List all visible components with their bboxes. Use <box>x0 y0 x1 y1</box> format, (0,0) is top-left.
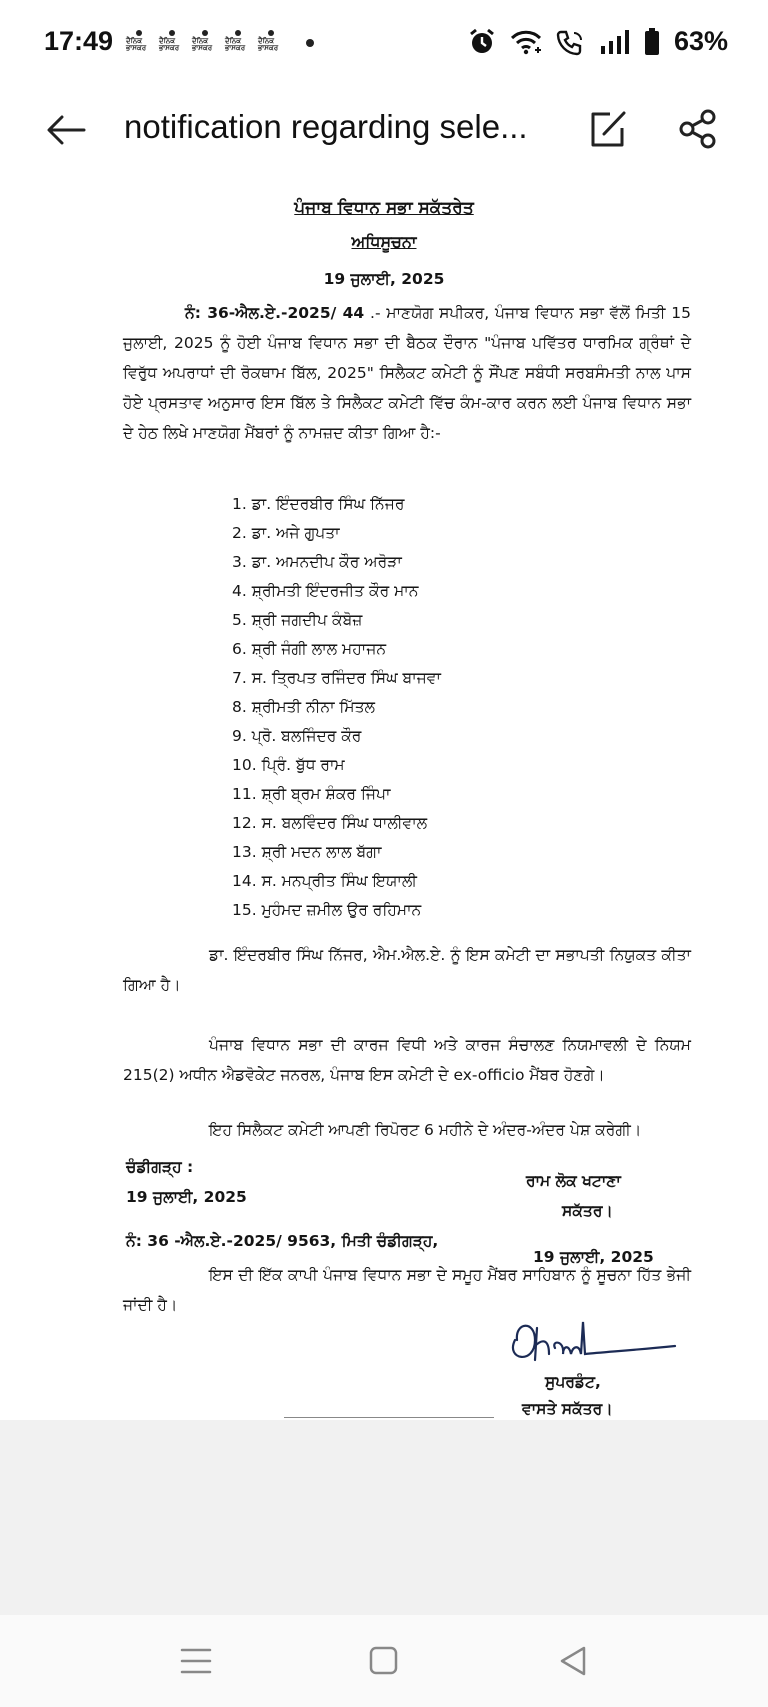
list-item: 8. ਸ਼੍ਰੀਮਤੀ ਨੀਨਾ ਮਿੱਤਲ <box>232 698 376 716</box>
list-item: 7. ਸ. ਤ੍ਰਿਪਤ ਰਜਿੰਦਰ ਸਿੰਘ ਬਾਜਵਾ <box>232 669 441 687</box>
list-item: 13. ਸ਼੍ਰੀ ਮਦਨ ਲਾਲ ਬੱਗਾ <box>232 843 382 861</box>
list-item: 9. ਪ੍ਰੋ. ਬਲਜਿੰਦਰ ਕੌਰ <box>232 727 362 745</box>
signal-icon <box>600 30 630 54</box>
empty-viewer-area <box>0 1420 768 1615</box>
intro-text: .- ਮਾਣਯੋਗ ਸਪੀਕਰ, ਪੰਜਾਬ ਵਿਧਾਨ ਸਭਾ ਵੱਲੋਂ ਮਿਤੀ 15 ਜੁਲਾਈ, 2025 ਨੂੰ ਹੋਈ ਪੰਜਾਬ ਵਿਧਾਨ ਸਭਾ ਦੀ ਬੈਠਕ ਦੌਰਾਨ "ਪੰਜਾਬ ਪਵਿੱਤਰ ਧਾਰਮਿਕ ਗ੍ਰੰਥਾਂ ਦੇ ਵਿਰੁੱਧ ਅਪਰਾਧਾਂ ਦੀ ਰੋਕਥਾਮ ਬਿੱਲ, 2025" ਸਿਲੈਕਟ ਕਮੇਟੀ ਨੂੰ ਸੌਂਪਣ ਸਬੰਧੀ ਸਰਬਸੰਮਤੀ ਨਾਲ ਪਾਸ ਹੋਏ ਪ੍ਰਸਤਾਵ ਅਨੁਸਾਰ ਇਸ ਬਿੱਲ ਤੇ ਸਿਲੈਕਟ ਕਮੇਟੀ ਵਿੱਚ ਕੰਮ-ਕਾਰ ਕਰਨ ਲਈ ਪੰਜਾਬ ਵਿਧਾਨ ਸਭਾ ਦੇ ਹੇਠ ਲਿਖੇ ਮਾਣਯੋਗ ਮੈਂਬਰਾਂ ਨੂੰ ਨਾਮਜ਼ਦ ਕੀਤਾ ਗਿਆ ਹੈ:- <box>123 304 691 442</box>
chair-paragraph: ਡਾ. ਇੰਦਰਬੀਰ ਸਿੰਘ ਨਿੱਜਰ, ਐਮ.ਐਲ.ਏ. ਨੂੰ ਇਸ ਕਮੇਟੀ ਦਾ ਸਭਾਪਤੀ ਨਿਯੁਕਤ ਕੀਤਾ ਗਿਆ ਹੈ। <box>123 946 691 994</box>
system-navigation-bar <box>0 1615 768 1707</box>
top-app-bar <box>0 90 768 170</box>
signatory-title: ਸਕੱਤਰ। <box>562 1202 613 1220</box>
document-bottom-rule <box>284 1417 494 1418</box>
members-list <box>232 490 441 925</box>
notification-icons <box>126 30 284 58</box>
list-item: 6. ਸ਼੍ਰੀ ਜੰਗੀ ਲਾਲ ਮਹਾਜਨ <box>232 640 387 658</box>
list-item: 11. ਸ਼੍ਰੀ ਬ੍ਰਮ ਸ਼ੰਕਰ ਜਿੰਪਾ <box>232 785 391 803</box>
status-right <box>468 26 728 57</box>
report-paragraph: ਇਹ ਸਿਲੈਕਟ ਕਮੇਟੀ ਆਪਣੀ ਰਿਪੋਰਟ 6 ਮਹੀਨੇ ਦੇ ਅੰਦਰ-ਅੰਦਰ ਪੇਸ਼ ਕਰੇਗੀ। <box>209 1121 642 1139</box>
share-button[interactable] <box>678 108 718 150</box>
system-back-button[interactable] <box>552 1641 596 1681</box>
wifi-calling-icon <box>556 28 586 56</box>
list-item: 10. ਪ੍ਰਿੰ. ਬੁੱਧ ਰਾਮ <box>232 756 345 774</box>
superintendent-label: ਸੁਪਰਡੰਟ, <box>545 1373 601 1391</box>
battery-icon <box>644 28 660 56</box>
document-date: 19 ਜੁਲਾਈ, 2025 <box>323 270 445 288</box>
list-item: 3. ਡਾ. ਅਮਨਦੀਪ ਕੌਰ ਅਰੋੜਾ <box>232 553 402 571</box>
place-label: ਚੰਡੀਗੜ੍ਹ : <box>126 1158 194 1176</box>
document-header: ਪੰਜਾਬ ਵਿਧਾਨ ਸਭਾ ਸਕੱਤਰੇਤ <box>294 198 474 218</box>
document-title: notification regarding sele... <box>124 108 528 145</box>
recents-button[interactable] <box>174 1641 218 1681</box>
list-item: 2. ਡਾ. ਅਜੇ ਗੁਪਤਾ <box>232 524 340 542</box>
share-icon <box>678 108 718 150</box>
list-item: 15. ਮੁਹੰਮਦ ਜ਼ਮੀਲ ਉਰ ਰਹਿਮਾਨ <box>232 901 422 919</box>
document-subheader: ਅਧਿਸੂਚਨਾ <box>351 232 417 251</box>
dainik-bhaskar-notification-icon: ਦੈਨਿਕ ਭਾਸਕਰ <box>126 30 152 58</box>
menu-nav-icon <box>174 1641 218 1681</box>
status-bar <box>0 0 768 90</box>
home-nav-icon <box>362 1641 406 1681</box>
rule-paragraph: ਪੰਜਾਬ ਵਿਧਾਨ ਸਭਾ ਦੀ ਕਾਰਜ ਵਿਧੀ ਅਤੇ ਕਾਰਜ ਸੰਚਾਲਣ ਨਿਯਮਾਵਲੀ ਦੇ ਨਿਯਮ 215(2) ਅਧੀਨ ਐਡਵੋਕੇਟ ਜਨਰਲ, ਪੰਜਾਬ ਇਸ ਕਮੇਟੀ ਦੇ ex-officio ਮੈਂਬਰ ਹੋਣਗੇ। <box>123 1036 691 1084</box>
copy-reference: ਨੰ: 36 -ਐਲ.ਏ.-2025/ 9563, ਮਿਤੀ ਚੰਡੀਗੜ੍ਹ, <box>126 1232 439 1250</box>
reference-number: ਨੰ: 36-ਐਲ.ਏ.-2025/ 44 <box>185 304 365 322</box>
document-page[interactable] <box>0 190 768 1420</box>
place-date: 19 ਜੁਲਾਈ, 2025 <box>126 1188 247 1206</box>
battery-percentage: 63% <box>673 26 728 56</box>
intro-paragraph <box>123 298 691 448</box>
list-item: 14. ਸ. ਮਨਪ੍ਰੀਤ ਸਿੰਘ ਇਯਾਲੀ <box>232 872 417 890</box>
edit-button[interactable] <box>588 108 628 150</box>
back-button[interactable] <box>44 110 88 150</box>
back-nav-icon <box>552 1641 596 1681</box>
dainik-bhaskar-notification-icon: ਦੈਨਿਕ ਭਾਸਕਰ <box>258 30 284 58</box>
copy-date: 19 ਜੁਲਾਈ, 2025 <box>533 1248 654 1266</box>
dainik-bhaskar-notification-icon: ਦੈਨਿਕ ਭਾਸਕਰ <box>159 30 185 58</box>
edit-icon <box>588 108 628 150</box>
more-notifications-dot <box>306 39 314 47</box>
list-item: 12. ਸ. ਬਲਵਿੰਦਰ ਸਿੰਘ ਧਾਲੀਵਾਲ <box>232 814 428 832</box>
copy-paragraph: ਇਸ ਦੀ ਇੱਕ ਕਾਪੀ ਪੰਜਾਬ ਵਿਧਾਨ ਸਭਾ ਦੇ ਸਮੂਹ ਮੈਂਬਰ ਸਾਹਿਬਾਨ ਨੂੰ ਸੂਚਨਾ ਹਿੱਤ ਭੇਜੀ ਜਾਂਦੀ ਹੈ। <box>123 1266 691 1314</box>
handwritten-signature <box>505 1310 685 1370</box>
dainik-bhaskar-notification-icon: ਦੈਨਿਕ ਭਾਸਕਰ <box>225 30 251 58</box>
status-time: 17:49 <box>44 26 114 56</box>
dainik-bhaskar-notification-icon: ਦੈਨਿਕ ਭਾਸਕਰ <box>192 30 218 58</box>
list-item: 1. ਡਾ. ਇੰਦਰਬੀਰ ਸਿੰਘ ਨਿੱਜਰ <box>232 495 405 513</box>
signatory-name: ਰਾਮ ਲੋਕ ਖਟਾਣਾ <box>526 1172 621 1190</box>
back-arrow-icon <box>44 110 88 150</box>
list-item: 4. ਸ਼੍ਰੀਮਤੀ ਇੰਦਰਜੀਤ ਕੌਰ ਮਾਨ <box>232 582 419 600</box>
wifi-icon <box>510 29 542 55</box>
list-item: 5. ਸ਼੍ਰੀ ਜਗਦੀਪ ਕੰਬੋਜ਼ <box>232 611 363 629</box>
alarm-icon <box>468 28 496 56</box>
home-button[interactable] <box>362 1641 406 1681</box>
on-behalf-label: ਵਾਸਤੇ ਸਕੱਤਰ। <box>522 1400 613 1418</box>
